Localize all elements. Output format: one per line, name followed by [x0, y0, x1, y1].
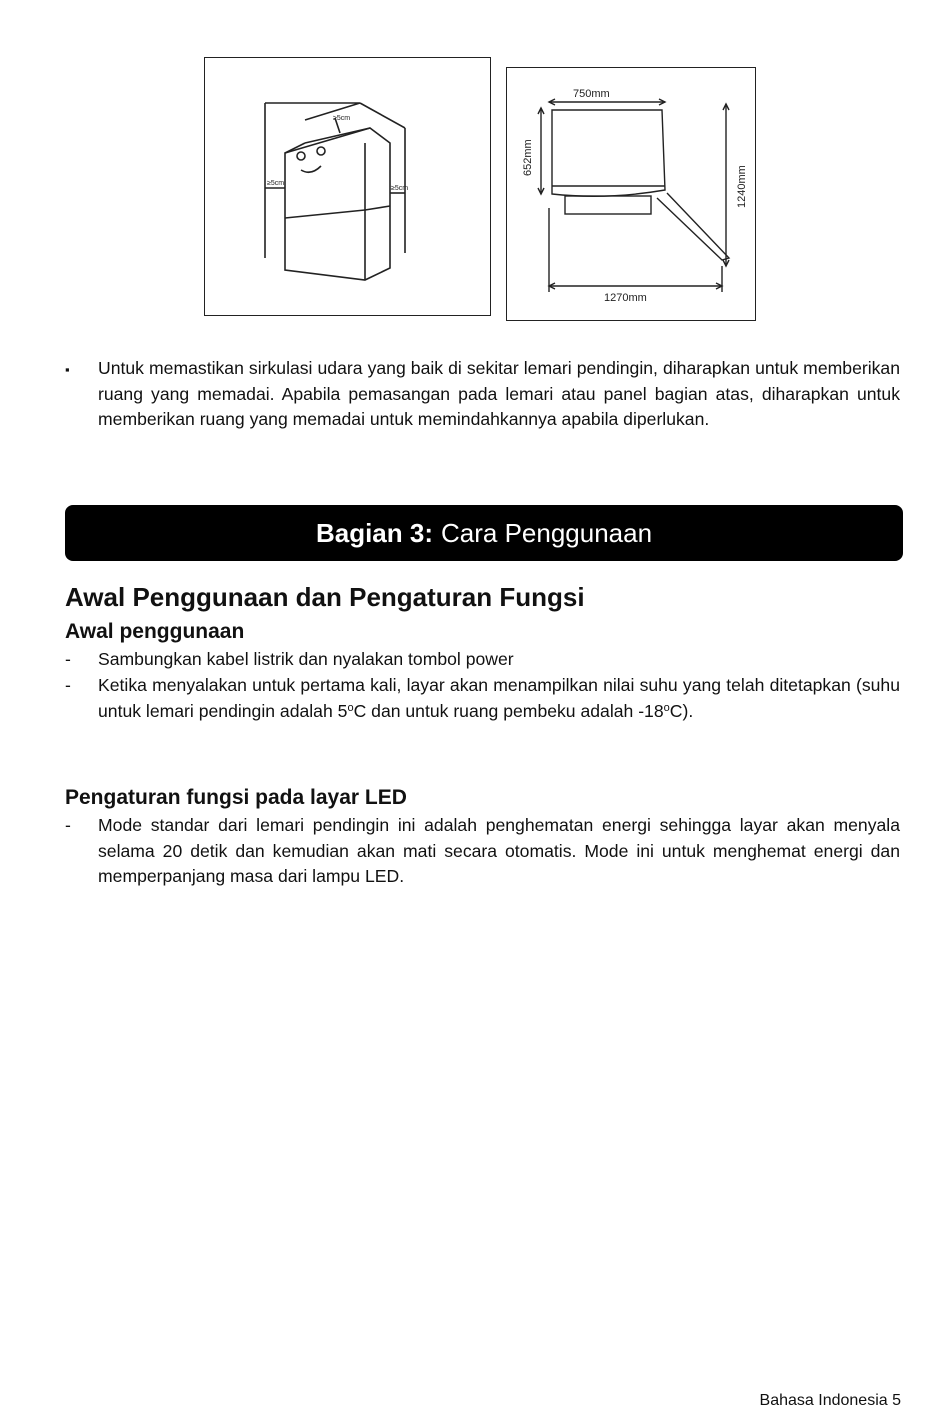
- section-header-bar: [65, 505, 903, 561]
- clearance-label-right: ≥5cm: [391, 185, 409, 192]
- dimensions-figure: [506, 67, 756, 321]
- bullet-marker: ▪: [65, 362, 70, 377]
- list-item-cable: Sambungkan kabel listrik dan nyalakan tombol power: [98, 649, 514, 669]
- list-dash: -: [65, 815, 71, 835]
- list-item-standard-mode: Mode standar dari lemari pendingin ini adalah penghematan energi sehingga layar akan menyala selama 20 detik dan kemudian akan mati secara otomatis. Mode ini untuk menghemat energi dan memperpanjang masa dari lampu LED.: [98, 815, 900, 886]
- subheading-led-settings: Pengaturan fungsi pada layar LED: [65, 786, 407, 809]
- section-title: Cara Penggunaan: [440, 517, 653, 548]
- subheading-awal-penggunaan: Awal penggunaan: [65, 620, 245, 643]
- list-item-first-start: Ketika menyalakan untuk pertama kali, layar akan menampilkan nilai suhu yang telah ditetapkan (suhu untuk lemari pendingin adalah 5$^o$C dan untuk ruang pembeku adalah -18$^o$C).: [98, 675, 900, 721]
- main-heading: Awal Penggunaan dan Pengaturan Fungsi: [65, 582, 585, 612]
- dimensions-drawing: [507, 68, 757, 322]
- list-dash: -: [65, 649, 71, 669]
- intro-paragraph: Untuk memastikan sirkulasi udara yang baik di sekitar lemari pendingin, diharapkan untuk memberikan ruang yang memadai. Apabila pemasangan pada lemari atau panel bagian atas, diharapkan untuk memberikan ruang yang memadai untuk memindahkannya apabila diperlukan.: [98, 358, 900, 429]
- clearance-label-left: ≥5cm: [267, 180, 285, 187]
- dim-depth-label: 1270mm: [604, 292, 647, 304]
- page-footer: Bahasa Indonesia 5: [759, 1392, 901, 1409]
- list-dash: -: [65, 675, 71, 695]
- section-number: Bagian 3:: [315, 517, 433, 548]
- clearance-figure: [204, 57, 491, 316]
- dim-depth-closed-label: 652mm: [522, 139, 534, 176]
- dim-width-label: 750mm: [573, 88, 610, 100]
- dim-depth-open-label: 1240mm: [736, 165, 748, 208]
- clearance-label-top: ≥5cm: [333, 115, 351, 122]
- clearance-illustration: [205, 58, 492, 317]
